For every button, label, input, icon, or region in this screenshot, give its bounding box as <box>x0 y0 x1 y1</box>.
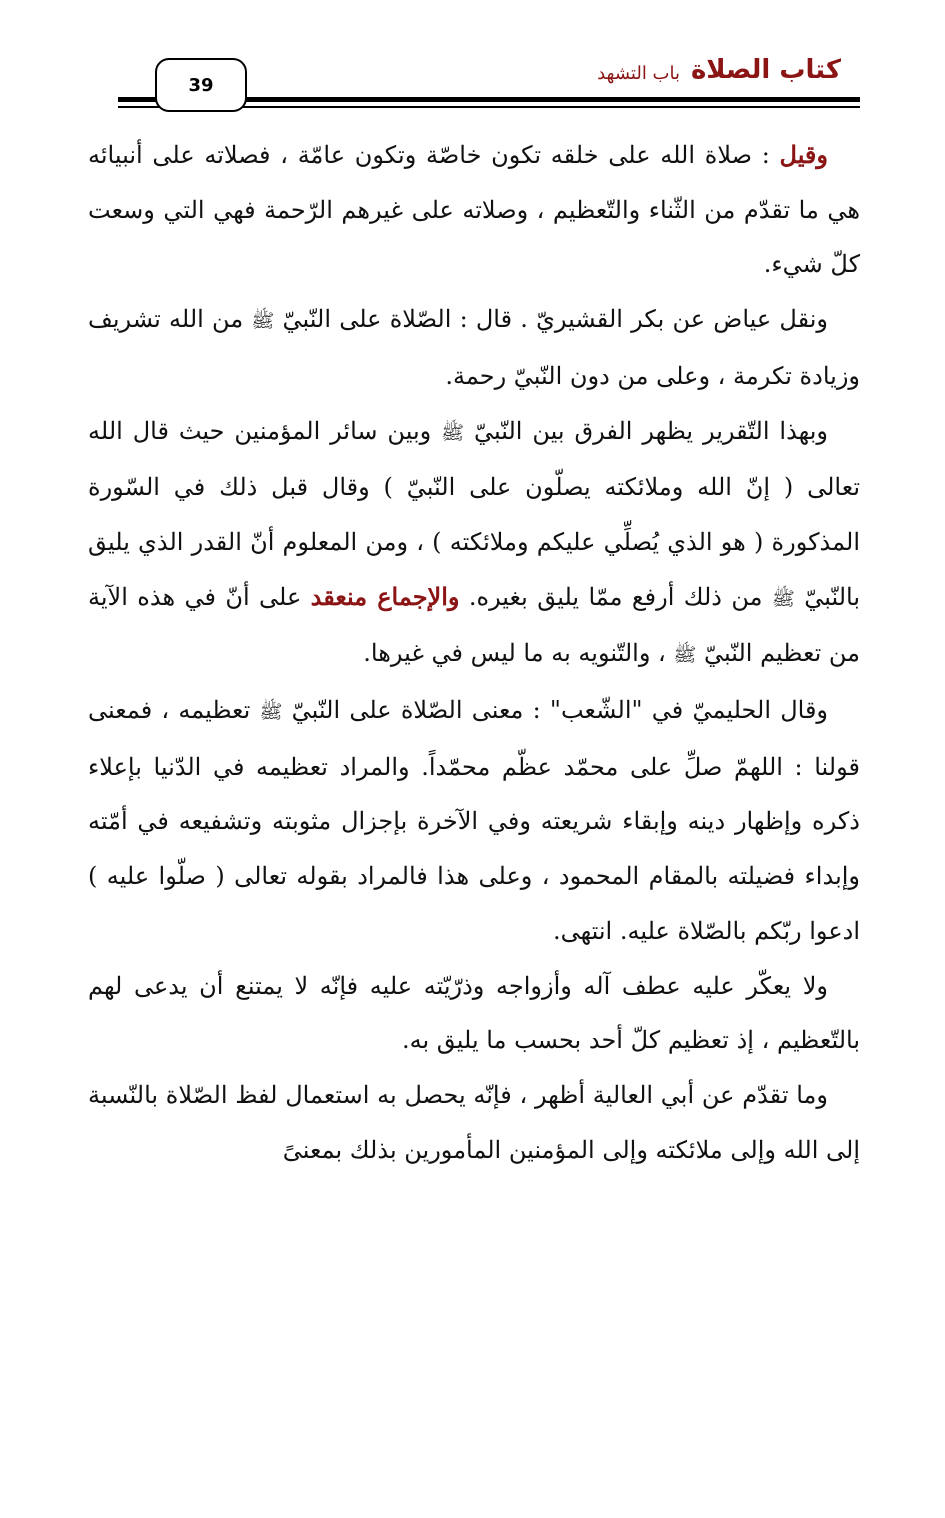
paragraph-text: وبين سائر المؤمنين حيث قال الله تعالى ( إنّ الله وملائكته يصلّون على النّبيّ ) وقال قبل ذلك في السّورة المذكورة ( هو الذي يُصلِّي عليكم وملائكته ) ، ومن المعلوم أنّ القدر الذي يليق بالنّبيّ <box>88 416 860 611</box>
page-header <box>0 0 945 115</box>
paragraph-text: تعظيمه ، فمعنى قولنا : اللهمّ صلِّ على محمّد عظّم محمّداً. والمراد تعظيمه في الدّنيا بإعلاء ذكره وإظهار دينه وإبقاء شريعته وفي الآخرة بإجزال مثوبته وتشفيعه في أمّته وإبداء فضيلته بالمقام المحمود ، وعلى هذا فالمراد بقوله تعالى ( صلّوا عليه ) ادعوا ربّكم بالصّلاة عليه. انتهى. <box>88 696 860 945</box>
paragraph-text: على أنّ في هذه الآية من تعظيم النّبيّ <box>88 582 860 668</box>
paragraph <box>88 404 860 684</box>
keyword: والإجماع منعقد <box>310 581 460 611</box>
paragraph <box>88 128 860 292</box>
salutation-glyph: ﷺ <box>251 310 275 333</box>
book-title: كتاب الصلاة <box>690 55 841 85</box>
paragraph-text: وما تقدّم عن أبي العالية أظهر ، فإنّه يحصل به استعمال لفظ الصّلاة بالنّسبة إلى الله وإلى ملائكته وإلى المؤمنين المأمورين بذلك بمعنىً <box>88 1080 860 1164</box>
paragraph-text: وقال الحليميّ في "الشّعب" : معنى الصّلاة على النّبيّ <box>282 696 829 725</box>
page-body <box>88 128 860 1177</box>
salutation-glyph: ﷺ <box>441 421 465 444</box>
paragraph <box>88 1068 860 1177</box>
paragraph-text: ولا يعكّر عليه عطف آله وأزواجه وذرّيّته عليه فإنّه لا يمتنع أن يدعى لهم بالتّعظيم ، إذ تعظيم كلّ أحد بحسب ما يليق به. <box>88 971 860 1055</box>
paragraph-text: من الله تشريف وزيادة تكرمة ، وعلى من دون النّبيّ رحمة. <box>88 305 860 390</box>
chapter-title: باب التشهد <box>597 63 680 84</box>
salutation-glyph: ﷺ <box>673 644 697 667</box>
paragraph <box>88 959 860 1068</box>
keyword: وقيل <box>779 140 828 169</box>
paragraph <box>88 292 860 403</box>
paragraph-text: وبهذا التّقرير يظهر الفرق بين النّبيّ <box>464 416 829 445</box>
paragraph <box>88 683 860 959</box>
paragraph-text: ونقل عياض عن بكر القشيريّ . قال : الصّلاة على النّبيّ <box>274 305 828 334</box>
paragraph-text: ، والتّنويه به ما ليس في غيرها. <box>363 639 674 668</box>
page-number: 39 <box>155 58 247 112</box>
paragraph-text: : صلاة الله على خلقه تكون خاصّة وتكون عامّة ، فصلاته على أنبيائه هي ما تقدّم من الثّناء والتّعظيم ، وصلاته على غيرهم الرّحمة فهي التي وسعت كلّ شيء. <box>88 141 860 279</box>
paragraph-text: من ذلك أرفع ممّا يليق بغيره. <box>459 582 772 611</box>
salutation-glyph: ﷺ <box>259 701 283 724</box>
salutation-glyph: ﷺ <box>771 587 795 610</box>
